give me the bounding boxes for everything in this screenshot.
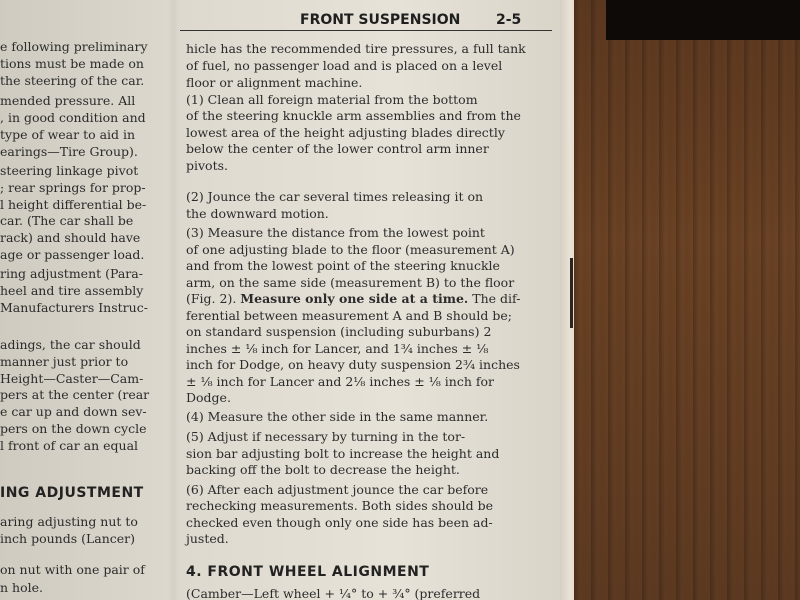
running-title: FRONT SUSPENSION	[300, 12, 461, 28]
text-line: n hole.	[0, 580, 43, 595]
text-line: lowest area of the height adjusting blades directly	[186, 125, 505, 140]
text-line: (1) Clean all foreign material from the bottom	[186, 92, 478, 107]
text-line: (Camber—Left wheel + ¼° to + ¾° (preferred	[186, 586, 481, 600]
text-line: l front of car an equal	[0, 438, 139, 453]
text-line: ring adjustment (Para-	[0, 266, 143, 281]
wooden-background	[574, 0, 800, 600]
text-line: Manufacturers Instruc-	[0, 300, 148, 315]
text-line: , in good condition and	[0, 110, 146, 125]
text-line: heel and tire assembly	[0, 283, 144, 298]
text-line: inch pounds (Lancer)	[0, 531, 136, 546]
text-line: adings, the car should	[0, 337, 141, 352]
text-line: l height differential be-	[0, 197, 147, 212]
text-line: aring adjusting nut to	[0, 514, 138, 529]
column-gutter	[168, 0, 180, 600]
text-line: pers at the center (rear	[0, 387, 150, 402]
text-line: ferential between measurement A and B should be;	[186, 308, 512, 323]
text-line: (2) Jounce the car several times releasing it on	[186, 189, 484, 204]
text-line: steering linkage pivot	[0, 163, 139, 178]
figure-reference: (Fig. 2).	[186, 291, 241, 306]
text-line: Dodge.	[186, 390, 231, 405]
line-tail: The dif-	[468, 291, 521, 306]
text-line: e following preliminary	[0, 39, 148, 54]
text-line: tions must be made on	[0, 56, 144, 71]
page-number: 2-5	[496, 12, 522, 28]
text-line: of the steering knuckle arm assemblies and from the	[186, 108, 521, 123]
text-line: (6) After each adjustment jounce the car before	[186, 482, 489, 497]
text-line: (4) Measure the other side in the same manner.	[186, 409, 489, 424]
text-line: pivots.	[186, 158, 228, 173]
header-rule	[180, 30, 552, 31]
text-line: manner just prior to	[0, 354, 129, 369]
text-line: justed.	[186, 531, 229, 546]
text-line: rack) and should have	[0, 230, 141, 245]
text-line: backing off the bolt to decrease the height.	[186, 462, 460, 477]
text-line: on standard suspension (including suburbans) 2	[186, 324, 492, 339]
text-line: ; rear springs for prop-	[0, 180, 146, 195]
text-line: car. (The car shall be	[0, 213, 134, 228]
text-line: (5) Adjust if necessary by turning in the tor-	[186, 429, 466, 444]
text-line: arm, on the same side (measurement B) to the floor	[186, 275, 515, 290]
text-line: e car up and down sev-	[0, 404, 147, 419]
bold-instruction: Measure only one side at a time.	[240, 291, 469, 306]
text-line: checked even though only one side has been ad-	[186, 515, 493, 530]
section-heading-partial: ING ADJUSTMENT	[0, 485, 144, 501]
text-line: rechecking measurements. Both sides should be	[186, 498, 494, 513]
text-line: on nut with one pair of	[0, 562, 145, 577]
text-line: of one adjusting blade to the floor (measurement A)	[186, 242, 515, 257]
spine-shadow	[570, 258, 573, 328]
text-line: hicle has the recommended tire pressures, a full tank	[186, 41, 526, 56]
text-line: (3) Measure the distance from the lowest point	[186, 225, 485, 240]
section-heading: 4. FRONT WHEEL ALIGNMENT	[186, 564, 430, 580]
text-line: pers on the down cycle	[0, 421, 147, 436]
text-line: Height—Caster—Cam-	[0, 371, 144, 386]
text-line: ± ⅛ inch for Lancer and 2⅛ inches ± ⅛ inch for	[186, 374, 495, 389]
text-line: earings—Tire Group).	[0, 144, 138, 159]
text-line: of fuel, no passenger load and is placed on a level	[186, 58, 503, 73]
text-line: the downward motion.	[186, 206, 329, 221]
dark-background-corner	[606, 0, 800, 40]
text-line: sion bar adjusting bolt to increase the height and	[186, 446, 500, 461]
text-line: age or passenger load.	[0, 247, 145, 262]
text-line-with-bold	[186, 291, 520, 307]
text-line: floor or alignment machine.	[186, 75, 363, 90]
text-line: the steering of the car.	[0, 73, 145, 88]
text-line: and from the lowest point of the steering knuckle	[186, 258, 500, 273]
text-line: type of wear to aid in	[0, 127, 136, 142]
text-line: inch for Dodge, on heavy duty suspension 2¾ inches	[186, 357, 520, 372]
text-line: inches ± ⅛ inch for Lancer, and 1¾ inches ± ⅛	[186, 341, 489, 356]
text-line: mended pressure. All	[0, 93, 136, 108]
text-line: below the center of the lower control arm inner	[186, 141, 489, 156]
